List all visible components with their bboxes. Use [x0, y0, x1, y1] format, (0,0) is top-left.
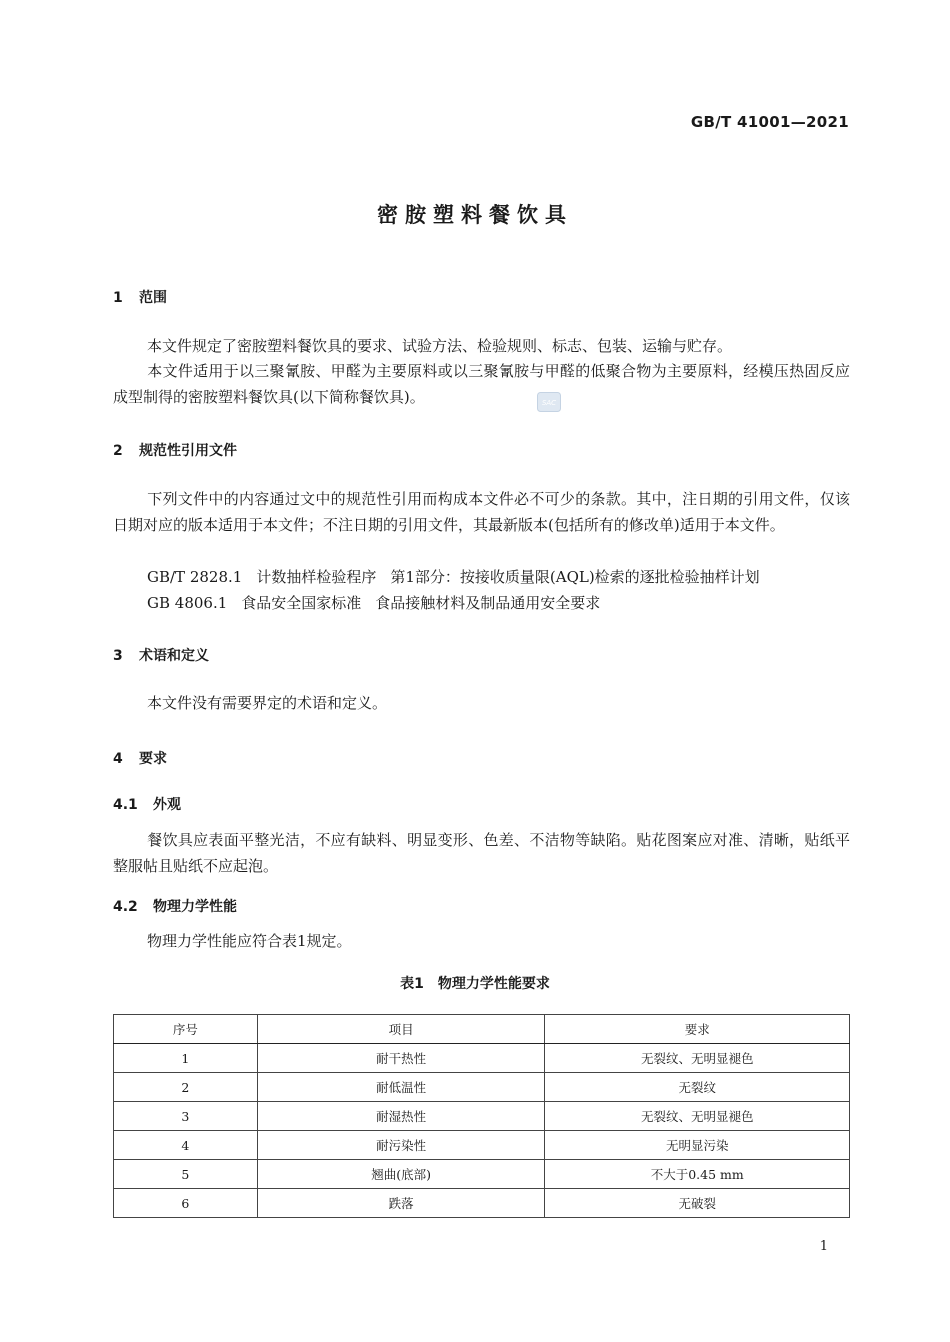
cell-seq: 1 — [114, 1044, 258, 1073]
cell-item: 耐湿热性 — [257, 1102, 545, 1131]
table-row — [114, 1044, 850, 1073]
section-heading-terms — [113, 645, 209, 665]
cell-item: 耐干热性 — [257, 1044, 545, 1073]
cell-requirement: 无明显污染 — [545, 1131, 850, 1160]
subsection-heading-appearance — [113, 794, 181, 814]
sac-watermark-logo — [537, 392, 561, 412]
table-row — [114, 1160, 850, 1189]
table-row — [114, 1189, 850, 1218]
section-title: 术语和定义 — [139, 648, 209, 664]
section-title: 规范性引用文件 — [139, 443, 237, 459]
cell-seq: 6 — [114, 1189, 258, 1218]
section-number: 2 — [113, 443, 123, 459]
subsection-heading-physical — [113, 896, 237, 916]
physical-paragraph: 物理力学性能应符合表1规定。 — [147, 932, 352, 950]
cell-requirement: 无破裂 — [545, 1189, 850, 1218]
table-row — [114, 1073, 850, 1102]
column-header-seq: 序号 — [114, 1015, 258, 1044]
scope-paragraph-2: 本文件适用于以三聚氰胺、甲醛为主要原料或以三聚氰胺与甲醛的低聚合物为主要原料，经模压热固反应成型制得的密胺塑料餐饮具(以下简称餐饮具)。 — [113, 362, 850, 406]
cell-item: 耐低温性 — [257, 1073, 545, 1102]
section-title: 范围 — [139, 290, 167, 306]
cell-item: 耐污染性 — [257, 1131, 545, 1160]
table-row — [114, 1131, 850, 1160]
section-heading-normative-refs — [113, 440, 237, 460]
subsection-title: 物理力学性能 — [153, 899, 237, 915]
column-header-requirement: 要求 — [545, 1015, 850, 1044]
reference-item: GB/T 2828.1 计数抽样检验程序 第1部分：按接收质量限(AQL)检索的逐批检验抽样计划 — [147, 568, 760, 586]
section-number: 4 — [113, 751, 123, 767]
document-title: 密胺塑料餐饮具 — [377, 203, 573, 227]
terms-paragraph: 本文件没有需要界定的术语和定义。 — [147, 694, 388, 712]
subsection-title: 外观 — [153, 797, 181, 813]
appearance-paragraph: 餐饮具应表面平整光洁，不应有缺料、明显变形、色差、不洁物等缺陷。贴花图案应对准、清晰，贴纸平整服帖且贴纸不应起泡。 — [113, 831, 850, 875]
table-caption — [0, 973, 950, 993]
section-title: 要求 — [139, 751, 167, 767]
cell-seq: 2 — [114, 1073, 258, 1102]
cell-requirement: 无裂纹、无明显褪色 — [545, 1102, 850, 1131]
section-heading-scope — [113, 287, 167, 307]
section-number: 3 — [113, 648, 123, 664]
cell-seq: 5 — [114, 1160, 258, 1189]
cell-seq: 3 — [114, 1102, 258, 1131]
page-number: 1 — [819, 1239, 828, 1254]
requirements-table — [113, 1014, 850, 1218]
standard-code: GB/T 41001—2021 — [690, 113, 849, 131]
section-number: 1 — [113, 290, 123, 306]
table-row — [114, 1102, 850, 1131]
normative-refs-paragraph: 下列文件中的内容通过文中的规范性引用而构成本文件必不可少的条款。其中，注日期的引用文件，仅该日期对应的版本适用于本文件；不注日期的引用文件，其最新版本(包括所有的修改单)适用于本文件。 — [113, 490, 850, 534]
table-caption-title: 物理力学性能要求 — [437, 976, 550, 992]
subsection-number: 4.1 — [113, 797, 138, 813]
cell-seq: 4 — [114, 1131, 258, 1160]
reference-item: GB 4806.1 食品安全国家标准 食品接触材料及制品通用安全要求 — [147, 594, 601, 612]
svg-text:SAC: SAC — [541, 399, 557, 407]
scope-paragraph-1: 本文件规定了密胺塑料餐饮具的要求、试验方法、检验规则、标志、包装、运输与贮存。 — [147, 337, 733, 355]
section-heading-requirements — [113, 748, 167, 768]
table-caption-label: 表1 — [400, 976, 424, 992]
column-header-item: 项目 — [257, 1015, 545, 1044]
cell-requirement: 无裂纹 — [545, 1073, 850, 1102]
cell-requirement: 无裂纹、无明显褪色 — [545, 1044, 850, 1073]
cell-item: 翘曲(底部) — [257, 1160, 545, 1189]
subsection-number: 4.2 — [113, 899, 138, 915]
cell-item: 跌落 — [257, 1189, 545, 1218]
cell-requirement: 不大于0.45 mm — [545, 1160, 850, 1189]
table-header-row — [114, 1015, 850, 1044]
